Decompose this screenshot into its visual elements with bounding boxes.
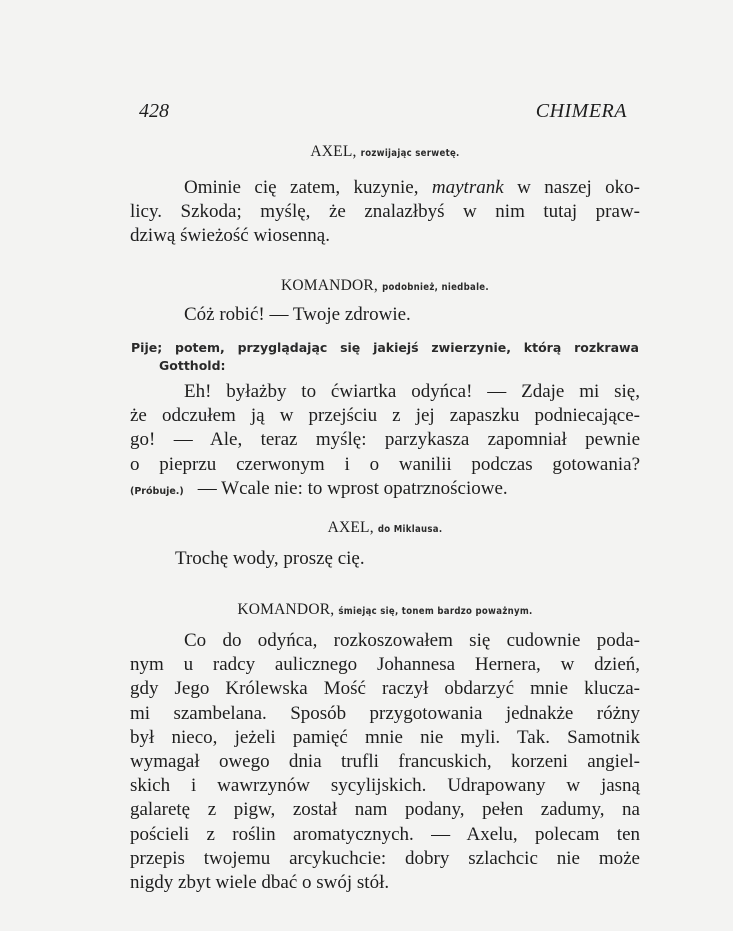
speaker-name: KOMANDOR, xyxy=(281,277,378,294)
speech-paragraph xyxy=(130,176,640,249)
speaker-heading-komandor xyxy=(130,601,640,619)
stage-direction: do Miklausa. xyxy=(377,524,443,535)
text-line xyxy=(130,477,640,504)
text-line: go! — Ale, teraz myślę: parzykasza zapomniał pewnie xyxy=(130,429,640,451)
text-line: Co do odyńca, rozkoszowałem się cudownie poda- xyxy=(184,630,640,651)
speaker-name: AXEL, xyxy=(327,519,374,536)
text-line: wymagał owego dnia trufli francuskich, korzeni angiel- xyxy=(130,751,640,773)
text-line xyxy=(130,176,640,200)
text-segment: w naszej oko- xyxy=(503,177,640,198)
text-segment: Ominie cię zatem, kuzynie, xyxy=(184,177,432,198)
speech-paragraph xyxy=(130,380,640,504)
text-line: Trochę wody, proszę cię. xyxy=(175,548,365,569)
page-number: 428 xyxy=(139,100,169,122)
text-line: galaretę z pigw, został nam podany, pełen zadumy, na xyxy=(130,799,640,821)
stage-direction: podobnież, niedbale. xyxy=(382,282,489,293)
speaker-heading-axel xyxy=(130,143,640,161)
running-head xyxy=(139,100,627,130)
text-line: skich i wawrzynów sycylijskich. Udrapowany w jasną xyxy=(130,775,640,797)
text-segment: — Wcale nie: to wprost opatrznościowe. xyxy=(197,477,508,499)
speech-paragraph xyxy=(130,547,640,571)
speaker-heading-komandor xyxy=(130,277,640,295)
text-line: nym u radcy aulicznego Johannesa Hernera, w dzień, xyxy=(130,654,640,676)
text-line: że odczułem ją w przejściu z jej zapaszku podniecające- xyxy=(130,405,640,427)
speaker-heading-axel xyxy=(130,519,640,537)
text-line: Eh! byłażby to ćwiartka odyńca! — Zdaje mi się, xyxy=(184,381,640,402)
speaker-name: AXEL, xyxy=(310,143,357,160)
text-line: Cóż robić! — Twoje zdrowie. xyxy=(184,304,411,325)
italic-word: maytrank xyxy=(431,177,504,198)
text-line: był nieco, jeżeli pamięć mnie nie myli. Tak. Samotnik xyxy=(130,726,640,748)
stage-direction: śmiejąc się, tonem bardzo poważnym. xyxy=(338,606,533,617)
text-line: o pieprzu czerwonym i o wanilii podczas gotowania? xyxy=(130,453,640,475)
stage-direction: (Próbuje.) xyxy=(130,485,184,497)
text-line: dziwą świeżość wiosenną. xyxy=(130,225,330,247)
speech-paragraph xyxy=(130,303,640,327)
text-line: nigdy zbyt wiele dbać o swój stół. xyxy=(130,872,390,894)
speech-paragraph xyxy=(130,629,640,895)
text-line: mi szambelana. Sposób przygotowania jednakże różny xyxy=(130,702,640,724)
stage-direction-paragraph xyxy=(131,339,639,375)
text-line: Gotthold: xyxy=(159,358,226,373)
text-line: licy. Szkoda; myślę, że znalazłbyś w nim tutaj praw- xyxy=(130,201,640,223)
speaker-name: KOMANDOR, xyxy=(237,601,335,618)
text-line: gdy Jego Królewska Mość raczył obdarzyć mnie klucza- xyxy=(130,678,640,700)
text-line: przepis twojemu arcykuchcie: dobry szlachcic nie może xyxy=(130,847,640,869)
text-line: Pije; potem, przyglądając się jakiejś zwierzynie, którą rozkrawa xyxy=(131,340,639,355)
running-title: CHIMERA xyxy=(535,100,627,122)
text-line: pościeli z roślin aromatycznych. — Axelu, polecam ten xyxy=(130,823,640,845)
stage-direction: rozwijając serwetę. xyxy=(360,148,460,159)
